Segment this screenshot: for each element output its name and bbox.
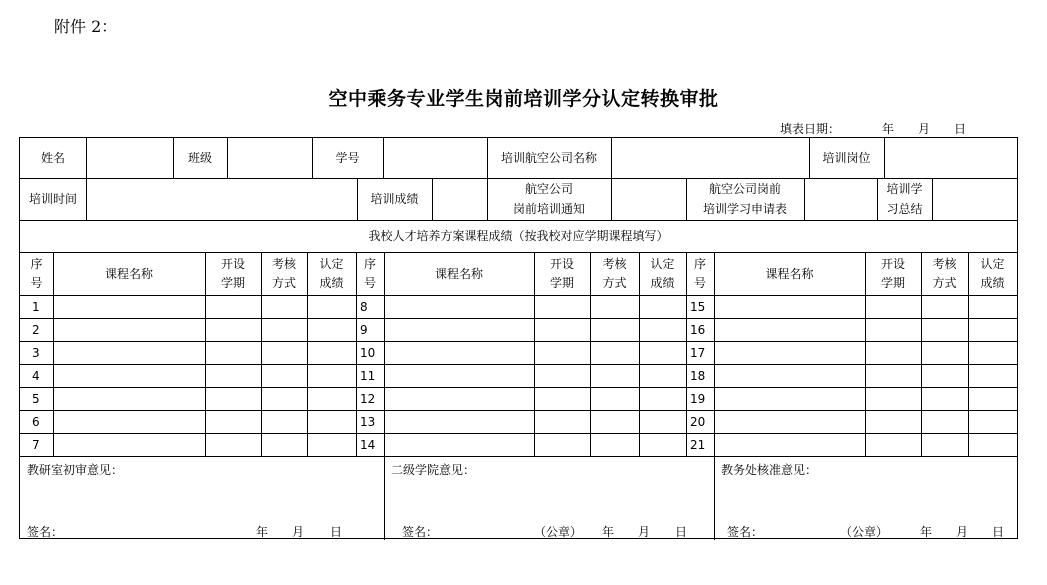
course-name-cell[interactable]	[384, 433, 534, 456]
college-month: 月	[638, 525, 651, 539]
recognized-grade-cell[interactable]	[307, 295, 356, 318]
course-name-cell[interactable]	[53, 433, 205, 456]
recognized-grade-cell[interactable]	[307, 410, 356, 433]
training-score-label: 培训成绩	[370, 192, 419, 206]
fill-date-year: 年	[882, 122, 895, 136]
name-field[interactable]	[86, 138, 173, 178]
row-number: 21	[690, 437, 706, 452]
training-summary-field[interactable]	[932, 178, 1017, 220]
academic-affairs-seal: （公章）	[840, 525, 889, 539]
approval-form-table	[19, 137, 1018, 539]
exam-method-cell[interactable]	[261, 387, 307, 410]
header-exam-method: 考核 方式	[271, 256, 296, 290]
exam-method-cell[interactable]	[261, 341, 307, 364]
header-seq: 序 号	[30, 256, 43, 290]
exam-method-cell[interactable]	[921, 410, 968, 433]
academic-affairs-year: 年	[920, 525, 933, 539]
training-summary-label: 培训学 习总结	[886, 182, 923, 216]
header-exam-method: 考核 方式	[602, 256, 627, 290]
course-name-cell[interactable]	[714, 410, 865, 433]
row-number: 13	[360, 414, 376, 429]
college-day: 日	[675, 525, 688, 539]
position-label: 培训岗位	[822, 151, 871, 165]
row-number: 1	[32, 299, 40, 314]
academic-affairs-month: 月	[956, 525, 969, 539]
college-sign-label: 签名：	[402, 525, 439, 539]
recognized-grade-cell[interactable]	[968, 364, 1017, 387]
row-number: 7	[32, 437, 40, 452]
header-semester: 开设 学期	[220, 256, 245, 290]
course-name-cell[interactable]	[714, 295, 865, 318]
course-name-cell[interactable]	[384, 318, 534, 341]
teaching-office-day: 日	[330, 525, 343, 539]
course-name-cell[interactable]	[384, 364, 534, 387]
header-semester: 开设 学期	[549, 256, 574, 290]
fill-date-label: 填表日期：	[780, 122, 841, 136]
exam-method-cell[interactable]	[921, 364, 968, 387]
teaching-office-year: 年	[256, 525, 269, 539]
header-semester: 开设 学期	[880, 256, 905, 290]
teaching-office-month: 月	[292, 525, 305, 539]
semester-cell[interactable]	[205, 318, 261, 341]
row-number: 10	[360, 345, 376, 360]
course-name-cell[interactable]	[714, 364, 865, 387]
semester-cell[interactable]	[865, 410, 921, 433]
semester-cell[interactable]	[534, 295, 590, 318]
exam-method-cell[interactable]	[261, 318, 307, 341]
exam-method-cell[interactable]	[590, 387, 639, 410]
course-name-cell[interactable]	[53, 410, 205, 433]
training-time-field[interactable]	[86, 178, 357, 220]
recognized-grade-cell[interactable]	[968, 387, 1017, 410]
recognized-grade-cell[interactable]	[968, 341, 1017, 364]
course-name-cell[interactable]	[53, 295, 205, 318]
course-name-cell[interactable]	[714, 318, 865, 341]
row-number: 2	[32, 322, 40, 337]
academic-affairs-opinion-label: 教务处核准意见：	[721, 463, 818, 477]
fill-date-month: 月	[918, 122, 931, 136]
row-number: 11	[360, 368, 376, 383]
row-number: 5	[32, 391, 40, 406]
student-id-field[interactable]	[383, 138, 487, 178]
recognized-grade-cell[interactable]	[307, 364, 356, 387]
row-number: 19	[690, 391, 706, 406]
recognized-grade-cell[interactable]	[639, 341, 686, 364]
exam-method-cell[interactable]	[921, 387, 968, 410]
class-label: 班级	[187, 151, 212, 165]
recognized-grade-cell[interactable]	[639, 295, 686, 318]
exam-method-cell[interactable]	[590, 410, 639, 433]
name-label: 姓名	[40, 151, 65, 165]
training-notice-label: 航空公司 岗前培训通知	[512, 182, 585, 216]
college-opinion-label: 二级学院意见：	[391, 463, 476, 477]
semester-cell[interactable]	[865, 387, 921, 410]
exam-method-cell[interactable]	[590, 295, 639, 318]
exam-method-cell[interactable]	[261, 364, 307, 387]
header-seq: 序 号	[363, 256, 376, 290]
semester-cell[interactable]	[534, 433, 590, 456]
row-number: 3	[32, 345, 40, 360]
header-recognized-grade: 认定 成绩	[980, 256, 1005, 290]
training-application-field[interactable]	[804, 178, 877, 220]
course-name-cell[interactable]	[714, 341, 865, 364]
recognized-grade-cell[interactable]	[968, 295, 1017, 318]
semester-cell[interactable]	[205, 433, 261, 456]
row-number: 20	[690, 414, 706, 429]
row-number: 4	[32, 368, 40, 383]
header-recognized-grade: 认定 成绩	[650, 256, 675, 290]
recognized-grade-cell[interactable]	[639, 318, 686, 341]
semester-cell[interactable]	[205, 295, 261, 318]
class-field[interactable]	[227, 138, 312, 178]
exam-method-cell[interactable]	[921, 433, 968, 456]
teaching-office-opinion-label: 教研室初审意见：	[27, 463, 124, 477]
header-seq: 序 号	[693, 256, 706, 290]
semester-cell[interactable]	[205, 387, 261, 410]
semester-cell[interactable]	[865, 433, 921, 456]
header-course-name: 课程名称	[104, 266, 153, 281]
row-number: 12	[360, 391, 376, 406]
course-name-cell[interactable]	[714, 387, 865, 410]
position-field[interactable]	[884, 138, 1017, 178]
recognized-grade-cell[interactable]	[639, 364, 686, 387]
recognized-grade-cell[interactable]	[307, 433, 356, 456]
row-number: 9	[360, 322, 368, 337]
college-year: 年	[602, 525, 615, 539]
college-seal: （公章）	[534, 525, 583, 539]
airline-name-label: 培训航空公司名称	[500, 151, 597, 165]
course-name-cell[interactable]	[53, 318, 205, 341]
student-id-label: 学号	[335, 151, 360, 165]
exam-method-cell[interactable]	[590, 341, 639, 364]
recognized-grade-cell[interactable]	[639, 410, 686, 433]
exam-method-cell[interactable]	[261, 410, 307, 433]
training-application-label: 航空公司岗前 培训学习申请表	[702, 182, 787, 216]
course-name-cell[interactable]	[384, 387, 534, 410]
training-notice-field[interactable]	[611, 178, 686, 220]
header-course-name: 课程名称	[765, 266, 814, 281]
course-name-cell[interactable]	[53, 387, 205, 410]
exam-method-cell[interactable]	[590, 433, 639, 456]
recognized-grade-cell[interactable]	[639, 387, 686, 410]
course-name-cell[interactable]	[714, 433, 865, 456]
row-number: 8	[360, 299, 368, 314]
training-time-label: 培训时间	[28, 192, 77, 206]
teaching-office-sign-label: 签名：	[27, 525, 64, 539]
course-name-cell[interactable]	[53, 341, 205, 364]
exam-method-cell[interactable]	[261, 295, 307, 318]
course-name-cell[interactable]	[384, 410, 534, 433]
recognized-grade-cell[interactable]	[968, 433, 1017, 456]
exam-method-cell[interactable]	[590, 318, 639, 341]
row-number: 18	[690, 368, 706, 383]
semester-cell[interactable]	[865, 295, 921, 318]
row-number: 6	[32, 414, 40, 429]
semester-cell[interactable]	[534, 410, 590, 433]
form-title: 空中乘务专业学生岗前培训学分认定转换审批	[328, 88, 719, 110]
course-section-title: 我校人才培养方案课程成绩（按我校对应学期课程填写）	[368, 229, 669, 243]
recognized-grade-cell[interactable]	[968, 318, 1017, 341]
semester-cell[interactable]	[205, 410, 261, 433]
header-exam-method: 考核 方式	[932, 256, 957, 290]
training-score-field[interactable]	[432, 178, 487, 220]
semester-cell[interactable]	[205, 341, 261, 364]
semester-cell[interactable]	[534, 318, 590, 341]
row-number: 15	[690, 299, 706, 314]
recognized-grade-cell[interactable]	[307, 341, 356, 364]
academic-affairs-day: 日	[992, 525, 1005, 539]
header-recognized-grade: 认定 成绩	[319, 256, 344, 290]
recognized-grade-cell[interactable]	[639, 433, 686, 456]
exam-method-cell[interactable]	[261, 433, 307, 456]
course-name-cell[interactable]	[384, 341, 534, 364]
course-name-cell[interactable]	[53, 364, 205, 387]
academic-affairs-sign-label: 签名：	[727, 525, 764, 539]
exam-method-cell[interactable]	[921, 341, 968, 364]
attachment-label: 附件 2：	[54, 17, 118, 36]
exam-method-cell[interactable]	[921, 295, 968, 318]
recognized-grade-cell[interactable]	[307, 318, 356, 341]
semester-cell[interactable]	[865, 318, 921, 341]
row-number: 14	[360, 437, 376, 452]
row-number: 16	[690, 322, 706, 337]
row-number: 17	[690, 345, 706, 360]
recognized-grade-cell[interactable]	[968, 410, 1017, 433]
header-course-name: 课程名称	[434, 266, 483, 281]
airline-name-field[interactable]	[611, 138, 809, 178]
semester-cell[interactable]	[534, 387, 590, 410]
exam-method-cell[interactable]	[921, 318, 968, 341]
semester-cell[interactable]	[865, 341, 921, 364]
semester-cell[interactable]	[534, 364, 590, 387]
semester-cell[interactable]	[205, 364, 261, 387]
exam-method-cell[interactable]	[590, 364, 639, 387]
recognized-grade-cell[interactable]	[307, 387, 356, 410]
semester-cell[interactable]	[534, 341, 590, 364]
course-name-cell[interactable]	[384, 295, 534, 318]
semester-cell[interactable]	[865, 364, 921, 387]
fill-date-day: 日	[954, 122, 967, 136]
